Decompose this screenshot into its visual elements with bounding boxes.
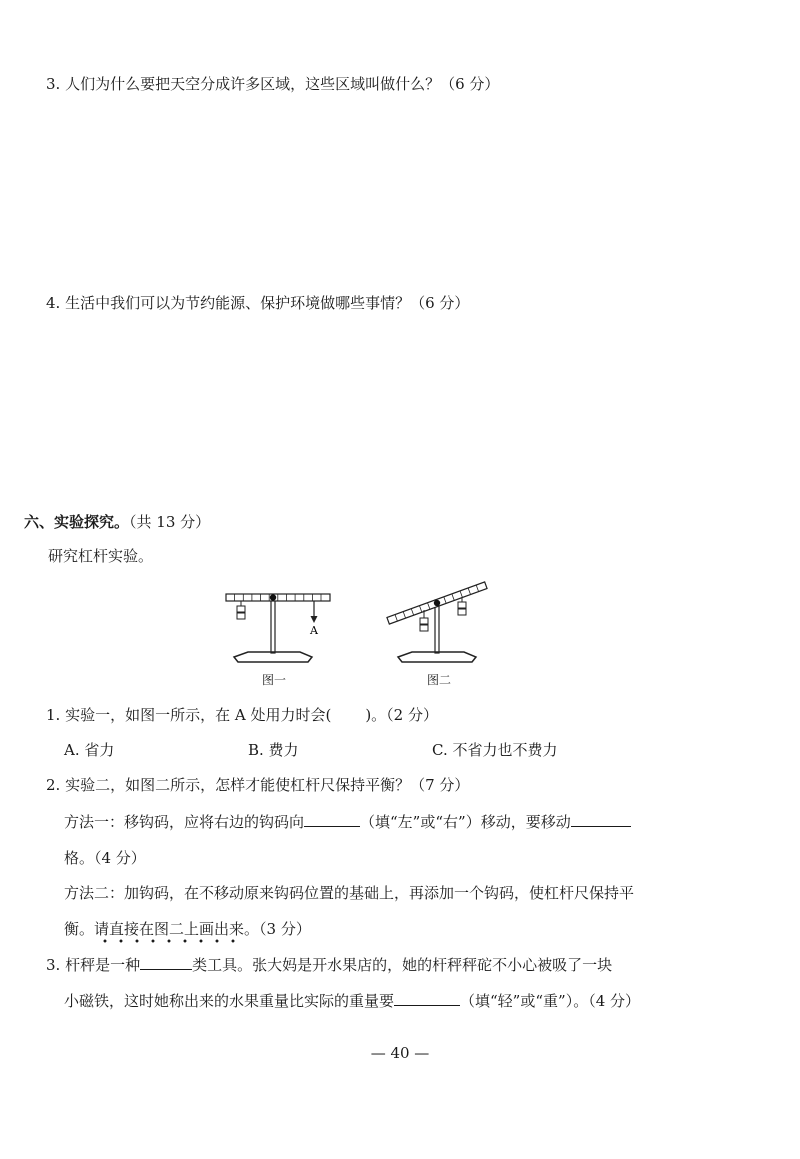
exp-question-1 [46,705,438,725]
exp-q3-text-3: 小磁铁，这时她称出来的水果重量比实际的重量要 [64,992,395,1010]
blank-tool-type[interactable] [140,955,192,970]
section-6-intro: 研究杠杆实验。 [48,547,154,565]
blank-direction[interactable] [304,812,360,827]
section-6-header [24,512,210,532]
exp-q1-text-after: )。（2 分） [365,706,438,724]
figure-2-caption: 图二 [427,673,452,687]
blank-grid-count[interactable] [571,812,631,827]
point-a-label: A [310,624,318,637]
method-1-line-2: 格。（4 分） [64,849,146,867]
exp-q3-text-4: （填“轻”或“重”）。（4 分） [460,992,641,1010]
exp-question-3 [46,955,612,975]
method-1-line [64,812,631,832]
question-4: 4. 生活中我们可以为节约能源、保护环境做哪些事情？（6 分） [46,294,470,312]
method-1-text-1: 方法一：移钩码，应将右边的钩码向 [64,813,305,831]
section-6-title: 六、实验探究。 [24,513,130,531]
exp-question-2: 2. 实验二，如图二所示，怎样才能使杠杆尺保持平衡？（7 分） [46,776,470,794]
method-2-line: 方法二：加钩码，在不移动原来钩码位置的基础上，再添加一个钩码，使杠杆尺保持平 [64,884,635,902]
question-3: 3. 人们为什么要把天空分成许多区域，这些区域叫做什么？（6 分） [46,75,500,93]
figure-2-lever [387,582,487,662]
exp-q3-text-2: 类工具。张大妈是开水果店的，她的杆秤秤砣不小心被吸了一块 [192,956,613,974]
option-b[interactable]: B. 费力 [248,741,299,759]
page-number: — 40 — [370,1044,430,1062]
blank-weight[interactable] [394,991,460,1006]
method-2-text-b: 。（3 分） [244,920,311,938]
method-2-line-2 [64,919,311,939]
exp-q3-text-1: 3. 杆秤是一种 [46,956,141,974]
option-c[interactable]: C. 不省力也不费力 [432,741,558,759]
method-2-text-a: 衡。 [64,920,95,938]
method-1-text-2: （填“左”或“右”）移动，要移动 [360,813,571,831]
exp-question-3-line-2 [64,991,640,1011]
section-6-points: （共 13 分） [129,513,211,531]
figure-1-caption: 图一 [262,673,287,687]
emphasis-text: 请直接在图二上画出来 [94,920,244,944]
option-a[interactable]: A. 省力 [64,741,115,759]
exp-q1-text-before: 1. 实验一，如图一所示，在 A 处用力时会( [46,706,332,724]
lever-figures [220,580,520,694]
